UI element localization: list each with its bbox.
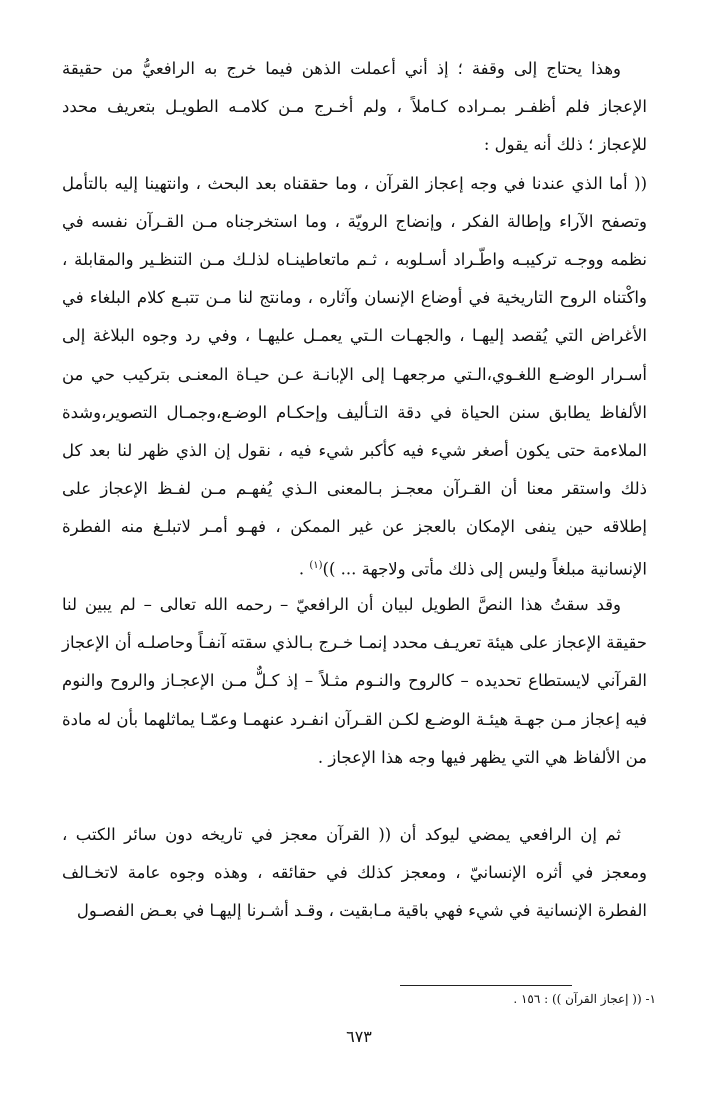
text-line: حقيقة الإعجاز على هيئة تعريـف محدد إنمـا خـرج بـالذي سقته آنفـاً وحاصلـه أن [114,633,647,653]
footnote-divider [400,985,572,986]
quote-line: وجوه البلاغة إلى أسـرار الوضـع اللغـوي،الـتي مرجعهـا إلى الإبانـة عـن حيـاة المعنـى [62,326,648,384]
quote-line: ظهر لنا بعد كل ذلك واستقر معنا أن القـرآن معجـز بـالمعنى الـذي يُفهـم مـن لفـظ [62,441,647,499]
text-line: وقد سقتُ هذا النصَّ الطويل لبيان أن الرافعيّ – رحمه الله تعالى – لم يبين لنا [62,595,621,614]
text-line: الإعجاز القرآني لايستطاع تحديده – كالروح والنـوم مثـلاً – إذ كـلٌّ مـن الإعجـاز [62,633,647,691]
paragraph-1: وهذا يحتاج إلى وقفة ؛ إذ أني أعملت الذهن فيما خرج به الرافعيُّ من حقيقة الإعجاز فلم أظفـر بمـراده كـاملاً ، ولم أخـرج مـن كلامـه الطويـل بتعريف محدد للإعجاز ؛ ذلك أنه يقول : (( أما الذي عندنا في وجه إعجاز القرآن ، وما حققناه بعد البحث ، وانتهينا إليه بالتأمل وتصفح الآراء وإطالة الفكر ، وإنضاج الرويّة ، وما استخرجناه مـن القـرآن نفسه في نظمه ووجـه تركيبـه واطّـراد أسـلوبه ، ثـم ماتعاطينـاه لذلـك مـن التنظـير والمقابلة ، واكْتناه الروح التاريخية في أوضاع الإنسان وآثاره ، ومانتج لنا مـن تتبـع كلام البلغاء في الأغراض التي يُقصد إليهـا ، والجهـات الـتي يعمـل عليهـا ، وفي رد وجوه البلاغة إلى أسـرار الوضـع اللغـوي،الـتي مرجعهـا إلى الإبانـة عـن حيـاة المعنـى بتركيب حي من الألفاظ يطابق سنن الحياة في دقة التـأليف وإحكـام الوضـع،وجمـال التصوير،وشدة الملاءمة حتى يكون أصغر شيء فيه كأكبر شيء فيه ، نقول إن الذي ظهر لنا بعد كل ذلك واستقر معنا أن القـرآن معجـز بـالمعنى الـذي يُفهـم مـن لفـظ الإعجاز على إطلاقه حين ينفى الإمكان بالعجز عن غير الممكن ، فهـو أمـر لاتبلـغ منه الفطرة الإنسانية مبلغاً وليس إلى ذلك مأتى ولاجهة ... ))$^{(١)}$ . [62,59,648,579]
page-number: ٦٧٣ [346,1027,372,1046]
paragraph-3 [62,816,647,931]
text-line: وهذا يحتاج إلى وقفة ؛ إذ أني أعملت الذهن فيما خرج به الرافعيُّ من حقيقة [62,59,621,78]
quote-line: بالتأمل وتصفح الآراء وإطالة الفكر ، وإنضاج الرويّة ، وما استخرجناه مـن القـرآن [62,173,648,231]
text-line: الفطرة الإنسانية في شيء فهي باقية مـابقيت ، وقـد أشـرنا إليهـا في بعـض الفصـول [76,901,647,921]
text-line: للإعجاز ؛ ذلك أنه يقول : [483,135,647,155]
text-line: والروح والنوم فيه إعجاز مـن جهـة هيئـة الوضـع لكـن القـرآن انفـرد عنهمـا وعمّـا [62,671,647,729]
quote-line: التصوير،وشدة الملاءمة حتى يكون أصغر شيء فيه كأكبر شيء فيه ، نقول إن الذي [62,402,647,461]
quote-line: نفسه في نظمه ووجـه تركيبـه واطّـراد أسـلوبه ، ثـم ماتعاطينـاه لذلـك مـن التنظـير [62,211,647,270]
footnote: ١- (( إعجاز القرآن )) : ١٥٦ . [513,992,656,1006]
text-line: ومعجز في أثره الإنسانيّ ، ومعجز كذلك في حقائقه ، وهذه وجوه عامة لاتخـالف [62,863,647,883]
text-line: يماثلهما بأن له مادة من الألفاظ هي التي يظهر فيها وجه هذا الإعجاز . [62,709,647,767]
quote-line: منه الفطرة الإنسانية مبلغاً وليس إلى ذلك مأتى ولاجهة ... )) [62,517,647,579]
text-line: الإعجاز فلم أظفـر بمـراده كـاملاً ، ولم أخـرج مـن كلامـه الطويـل بتعريف محدد [62,97,647,117]
quote-line: بتركيب حي من الألفاظ يطابق سنن الحياة في دقة التـأليف وإحكـام الوضـع،وجمـال [62,364,648,422]
quote-line: والمقابلة ، واكْتناه الروح التاريخية في أوضاع الإنسان وآثاره ، ومانتج لنا مـن تتبـع [62,250,647,308]
footnote-reference[interactable]: (١) [309,559,323,571]
text-line: ثم إن الرافعي يمضي ليوكد أن (( القرآن معجز في تاريخه دون سائر الكتب ، [62,825,621,844]
quote-line: كلام البلغاء في الأغراض التي يُقصد إليهـا ، والجهـات الـتي يعمـل عليهـا ، وفي رد [62,288,647,346]
quote-line: الإعجاز على إطلاقه حين ينفى الإمكان بالعجز عن غير الممكن ، فهـو أمـر لاتبلـغ [62,479,647,537]
paragraph-2 [62,586,647,777]
quote-line: (( أما الذي عندنا في وجه إعجاز القرآن ، وما حققناه بعد البحث ، وانتهينا إليه [114,173,648,193]
